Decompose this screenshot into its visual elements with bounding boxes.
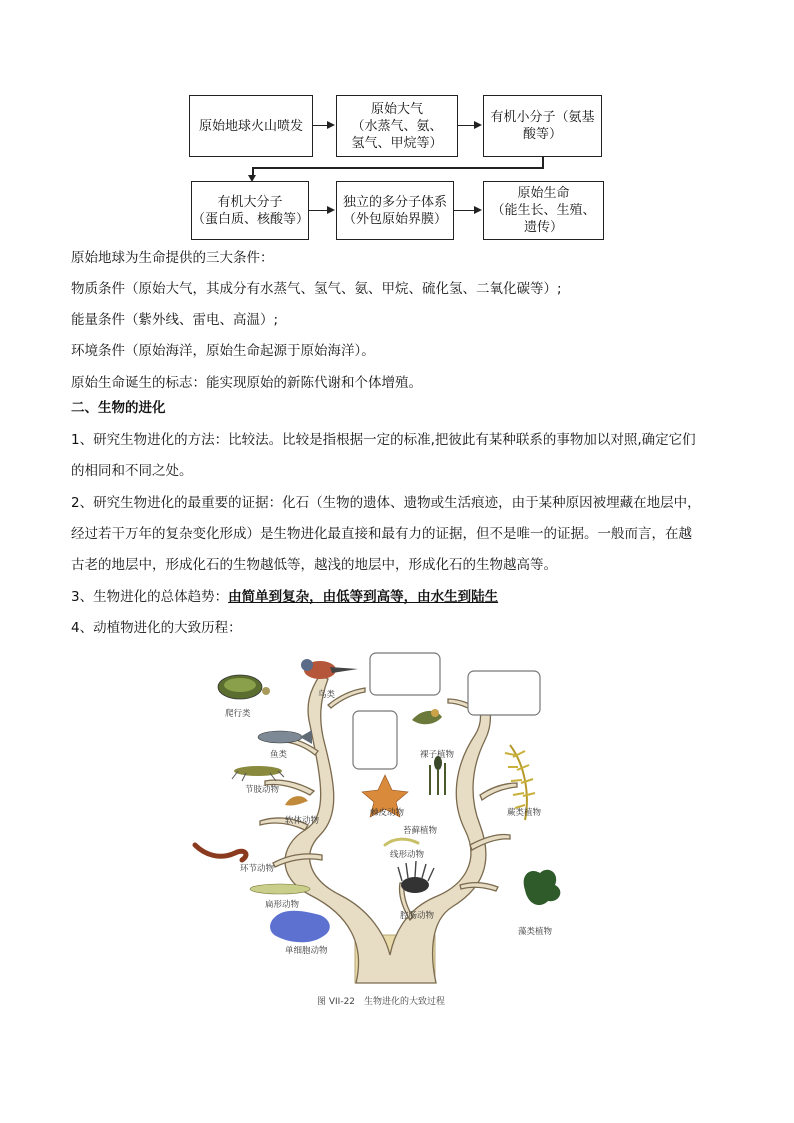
flow-arrow — [454, 210, 480, 211]
history-intro: 4、动植物进化的大致历程： — [71, 620, 242, 636]
flow-box-line: 原始地球火山喷发 — [198, 118, 303, 134]
gymnosperm-icon — [412, 709, 442, 724]
flow-box-volcano — [189, 95, 313, 157]
bird-icon — [301, 659, 358, 679]
flow-box-multimolecular-system — [336, 181, 454, 240]
conditions-intro: 原始地球为生命提供的三大条件： — [71, 250, 274, 266]
blank-answer-box — [468, 671, 540, 715]
label-nematode: 线形动物 — [390, 850, 425, 860]
trend-emphasis: 由简单到复杂，由低等到高等，由水生到陆生 — [228, 589, 499, 605]
annelid-worm-icon — [195, 845, 246, 860]
label-cnidarian: 腔肠动物 — [400, 911, 435, 921]
label-algae: 藻类植物 — [518, 927, 553, 937]
reptile-turtle-icon — [218, 675, 270, 699]
flow-box-line: （外包原始界膜） — [342, 211, 447, 227]
flow-arrow — [458, 125, 480, 126]
energy-condition: 能量条件（紫外线、雷电、高温）; — [71, 312, 279, 328]
trend-prefix: 3、生物进化的总体趋势： — [71, 589, 229, 605]
evolution-tree-figure — [180, 645, 600, 1015]
label-flatworm: 扁形动物 — [265, 900, 300, 910]
label-arthropod: 节肢动物 — [245, 785, 280, 795]
environment-condition: 环境条件（原始海洋，原始生命起源于原始海洋）。 — [71, 343, 375, 359]
flow-box-primitive-life — [483, 181, 604, 240]
moss-icon — [430, 756, 445, 795]
label-bird: 鸟类 — [318, 690, 336, 700]
figure-caption: 图 VII-22 生物进化的大致过程 — [317, 997, 446, 1007]
flow-box-line: 有机小分子（氨基 — [490, 110, 595, 125]
algae-icon — [524, 870, 561, 905]
flow-box-line: 氢气、甲烷等） — [351, 135, 443, 151]
flow-connector — [252, 167, 544, 169]
nematode-icon — [385, 839, 418, 845]
trend-line — [71, 587, 498, 607]
flow-box-line: （水蒸气、氨、 — [351, 118, 443, 134]
blank-answer-box — [353, 711, 397, 769]
life-birth-sign: 原始生命诞生的标志：能实现原始的新陈代谢和个体增殖。 — [71, 375, 422, 391]
label-reptile: 爬行类 — [225, 709, 251, 719]
evidence-line-1: 2、研究生物进化的最重要的证据：化石（生物的遗体、遗物或生活痕迹，由于某种原因被埋藏在地层中， — [71, 495, 701, 511]
flow-box-line: （蛋白质、核酸等） — [192, 211, 310, 227]
label-gymnosperm: 裸子植物 — [420, 750, 455, 760]
label-fern: 蕨类植物 — [507, 808, 542, 818]
flow-box-line: 独立的多分子体系 — [342, 194, 447, 210]
label-protozoa: 单细胞动物 — [285, 946, 328, 956]
flow-box-line: （能生长、生殖、 — [491, 203, 596, 218]
evidence-line-3: 古老的地层中，形成化石的生物越低等，越浅的地层中，形成化石的生物越高等。 — [71, 557, 557, 573]
flow-box-line: 原始生命 — [517, 186, 570, 201]
label-annelid: 环节动物 — [240, 864, 275, 874]
label-fish: 鱼类 — [270, 750, 288, 760]
flow-box-primitive-atmosphere — [336, 95, 458, 157]
flow-box-large-organic-molecules — [191, 181, 309, 240]
label-echinoderm: 棘皮动物 — [370, 808, 405, 818]
label-mollusk: 软体动物 — [285, 816, 320, 826]
flow-box-line: 有机大分子 — [217, 194, 283, 210]
flow-box-small-organic-molecules — [483, 95, 602, 157]
flow-box-line: 原始大气 — [370, 101, 423, 117]
fish-icon — [258, 730, 312, 744]
flow-box-line: 遗传） — [523, 220, 563, 235]
blank-answer-box — [370, 653, 440, 695]
flow-arrow — [313, 125, 333, 126]
method-line-2: 的相同和不同之处。 — [71, 463, 193, 479]
flatworm-icon — [250, 884, 310, 894]
cnidarian-icon — [398, 861, 434, 893]
flow-box-line: 酸等） — [522, 127, 562, 142]
section-heading: 二、生物的进化 — [71, 400, 166, 416]
label-moss: 苔藓植物 — [403, 826, 438, 836]
arthropod-icon — [232, 766, 284, 781]
mollusk-icon — [285, 796, 308, 805]
material-condition: 物质条件（原始大气，其成分有水蒸气、氢气、氨、甲烷、硫化氢、二氧化碳等）; — [71, 281, 562, 297]
method-line-1: 1、研究生物进化的方法：比较法。比较是指根据一定的标准,把彼此有某种联系的事物加以对照,确定它们 — [71, 432, 696, 448]
evidence-line-2: 经过若干万年的复杂变化形成）是生物进化最直接和最有力的证据，但不是唯一的证据。一般而言，在越 — [71, 526, 692, 542]
protozoa-icon — [270, 911, 330, 943]
flow-arrow — [309, 210, 333, 211]
